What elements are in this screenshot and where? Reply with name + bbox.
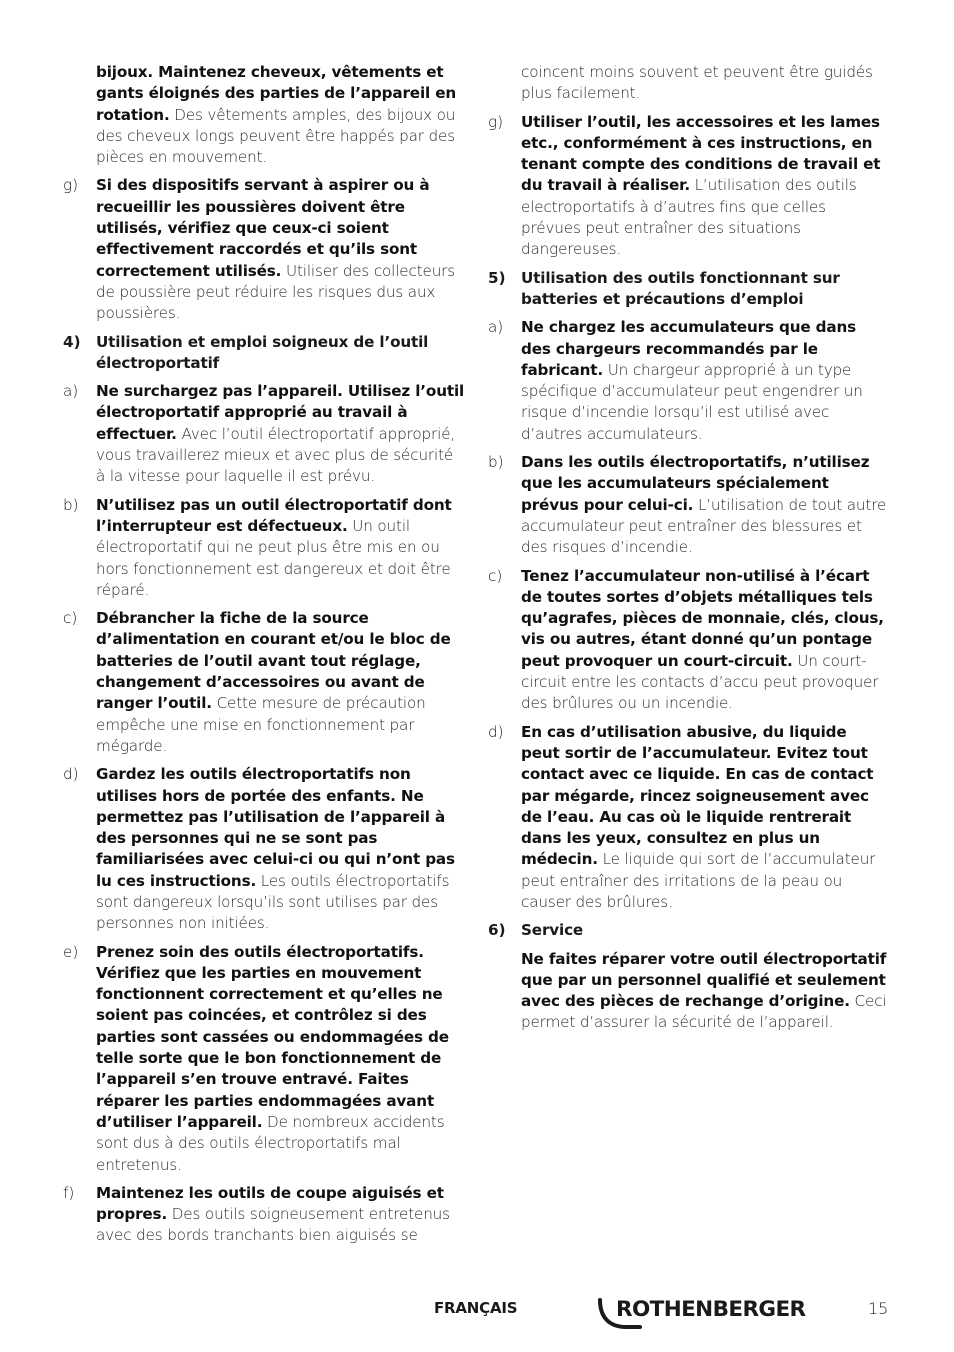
item-text	[96, 942, 465, 1176]
item-bold: Ne chargez les accumulateurs que dans des chargeurs recommandés par le fabricant.	[521, 318, 857, 379]
list-item-e	[63, 942, 465, 1176]
list-item-c	[63, 608, 465, 757]
list-item-g	[63, 175, 465, 324]
item-bold: Débrancher la fiche de la source d’alimentation en courant et/ou le bloc de batteries de l’outil avant tout réglage, changement d’accessoires ou avant de ranger l’outil.	[96, 609, 451, 713]
item-normal: L’utilisation de tout autre accumulateur peut entraîner des blessures et des risques d’incendie.	[521, 495, 887, 557]
item-bold: En cas d’utilisation abusive, du liquide peut sortir de l’accumulateur. Evitez tout contact avec ce liquide. En cas de contact par mégarde, rincez soigneusement avec de l’eau. Au cas où le liquide rentrerait dans les yeux, consultez en plus un médecin.	[521, 722, 874, 869]
item-text	[521, 112, 888, 261]
item-bold: Dans les outils électroportatifs, n’utilisez que les accumulateurs spécialement prévus pour celui-ci.	[521, 453, 870, 514]
item-label: a)	[488, 318, 504, 337]
item-normal: Cette mesure de précaution empêche une mise en fonctionnement par mégarde.	[96, 694, 426, 755]
item-label: b)	[488, 453, 504, 472]
item-label: d)	[488, 722, 504, 741]
list-item-g	[488, 112, 888, 261]
list-item-d	[63, 764, 465, 934]
section-number: 4)	[63, 332, 81, 351]
item-label: d)	[63, 765, 79, 784]
item-label: f)	[63, 1183, 75, 1202]
item-text	[96, 764, 465, 934]
item-normal: Le liquide qui sort de l’accumulateur peut entraîner des irritations de la peau ou causer des brûlures.	[521, 850, 876, 911]
list-item-a	[63, 381, 465, 487]
list-item-b	[63, 495, 465, 601]
item-label: e)	[63, 942, 79, 961]
item-bold: Maintenez les outils de coupe aiguisés et propres.	[96, 1183, 444, 1224]
list-item-c	[488, 566, 888, 715]
item-bold: Gardez les outils électroportatifs non utilises hors de portée des enfants. Ne permettez pas l’utilisation de l’appareil à des personnes qui ne se sont pas familiarisées avec celui-ci ou qui n’ont pas lu ces instructions.	[96, 765, 455, 890]
page-number: 15	[868, 1299, 889, 1318]
right-column	[488, 62, 888, 1041]
item-label: g)	[488, 112, 504, 131]
section-5-heading	[488, 268, 888, 311]
left-intro-bold: bijoux. Maintenez cheveux, vêtements et gants éloignés des parties de l’appareil en rotation.	[96, 63, 457, 124]
item-label: c)	[63, 609, 78, 628]
left-intro-text: Des vêtements amples, des bijoux ou des cheveux longs peuvent être happés par des pièces en mouvement.	[96, 105, 456, 167]
item-normal: Utiliser des collecteurs de poussière peut réduire les risques dus aux poussières.	[96, 261, 456, 323]
section-number: 6)	[488, 921, 506, 940]
item-text	[96, 608, 465, 757]
section-6-paragraph	[521, 949, 888, 1034]
item-bold: Ne surchargez pas l’appareil. Utilisez l’outil électroportatif approprié au travail à effectuer.	[96, 382, 465, 443]
item-text	[96, 381, 465, 487]
section-6-heading	[488, 920, 888, 941]
item-bold: N’utilisez pas un outil électroportatif dont l’interrupteur est défectueux.	[96, 495, 452, 535]
brand-wordmark: ROTHENBERGER	[616, 1297, 806, 1322]
list-item-d	[488, 722, 888, 914]
item-normal: Un court-circuit entre les contacts d’accu peut provoquer des brûlures ou un incendie.	[521, 651, 879, 713]
item-label: b)	[63, 495, 79, 514]
section-title: Service	[521, 921, 584, 940]
item-text	[96, 495, 465, 601]
right-intro-text: coincent moins souvent et peuvent être guidés plus facilement.	[521, 63, 873, 103]
item-bold: Tenez l’accumulateur non-utilisé à l’écart de toutes sortes d’objets métalliques tels qu’agrafes, pièces de monnaie, clés, clous, vis ou autres, étant donné qu’un pontage peut provoquer un court-circuit.	[521, 566, 884, 670]
item-text	[521, 317, 888, 445]
item-normal: Des outils soigneusement entretenus avec des bords tranchants bien aiguisés se	[96, 1205, 450, 1245]
item-bold: Si des dispositifs servant à aspirer ou à recueillir les poussières doivent être utilisés, vérifiez que ceux-ci soient effectivement raccordés et qu’ils sont correctement utilisés.	[96, 176, 430, 280]
list-item-a	[488, 317, 888, 445]
section-title: Utilisation et emploi soigneux de l’outil électroportatif	[96, 332, 429, 372]
left-intro-paragraph	[96, 62, 465, 168]
item-text	[96, 1183, 465, 1247]
item-label: a)	[63, 382, 79, 401]
item-normal: L’utilisation des outils electroportatifs à d’autres fins que celles prévues peut entraîner des situations dangereuses.	[521, 176, 857, 259]
item-normal: Avec l’outil électroportatif approprié, vous travaillerez mieux et avec plus de sécurité à la vitesse pour laquelle il est prévu.	[96, 424, 456, 486]
left-column	[63, 62, 465, 1254]
section-title: Utilisation des outils fonctionnant sur batteries et précautions d’emploi	[521, 268, 840, 308]
item-normal: Les outils électroportatifs sont dangereux lorsqu’ils sont utilises par des personnes non initiées.	[96, 871, 450, 933]
section-6-bold: Ne faites réparer votre outil électroportatif que par un personnel qualifié et seulement avec des pièces de rechange d’origine.	[521, 949, 887, 1011]
list-item-b	[488, 452, 888, 558]
item-label: g)	[63, 176, 79, 195]
item-label: c)	[488, 566, 503, 585]
section-number: 5)	[488, 268, 506, 287]
list-item-f	[63, 1183, 465, 1247]
item-normal: Un outil électroportatif qui ne peut plus être mis en ou hors fonctionnement est dangereux et doit être réparé.	[96, 516, 451, 599]
item-normal: De nombreux accidents sont dus à des outils électroportatifs mal entretenus.	[96, 1112, 445, 1174]
section-6-text: Ceci permet d’assurer la sécurité de l’appareil.	[521, 992, 887, 1032]
item-text	[521, 452, 888, 558]
item-text	[521, 566, 888, 715]
item-text	[521, 722, 888, 914]
right-intro-paragraph	[521, 62, 888, 105]
brand-logo	[596, 1294, 836, 1330]
item-text	[96, 175, 465, 324]
section-4-heading	[63, 332, 465, 375]
item-bold: Prenez soin des outils électroportatifs. Vérifiez que les parties en mouvement fonctionnent correctement et qu’elles ne soient pas coincées, et contrôlez si des parties sont cassées ou endommagées de telle sorte que le bon fonctionnement de l’appareil s’en trouve entravé. Faites réparer les parties endommagées avant d’utiliser l’appareil.	[96, 942, 449, 1131]
footer-language: FRANÇAIS	[434, 1299, 518, 1317]
item-normal: Un chargeur approprié à un type spécifique d’accumulateur peut engendrer un risque d’incendie lorsqu’il est utilisé avec d’autres accumulateurs.	[521, 360, 863, 443]
item-bold: Utiliser l’outil, les accessoires et les lames etc., conformément à ces instructions, en tenant compte des conditions de travail et du travail à réaliser.	[521, 112, 881, 195]
